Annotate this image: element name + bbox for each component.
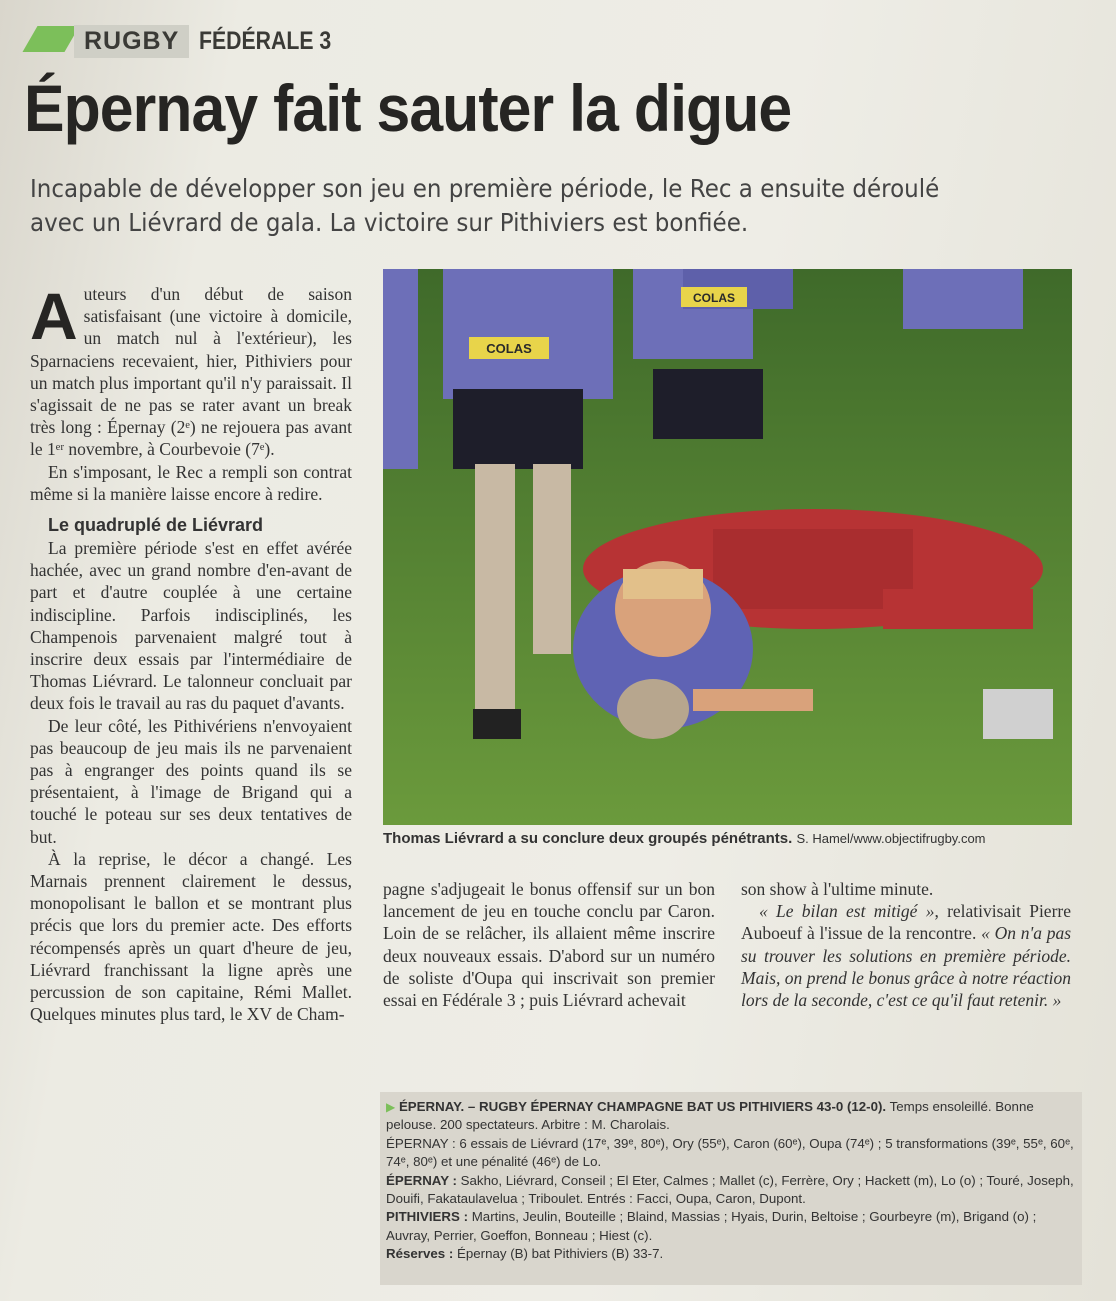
photo-credit: S. Hamel/www.objectifrugby.com <box>796 831 986 846</box>
article-lead: Incapable de développer son jeu en première période, le Rec a ensuite déroulé avec un Liévrard de gala. La victoire sur Pithiviers est bonfiée. <box>30 174 940 237</box>
sub-rubric-label: FÉDÉRALE 3 <box>199 26 332 55</box>
paragraph: pagne s'adjugeait le bonus offensif sur un bon lancement de jeu en touche conclu par Caron. Loin de se relâcher, ils allaient même inscrire deux nouveaux essais. D'abord sur un numéro de soliste d'Oupa qui inscrivait son premier essai en Fédérale 3 ; puis Liévrard achevait <box>383 879 715 1011</box>
paragraph: En s'imposant, le Rec a rempli son contrat même si la manière laisse encore à redire. <box>30 461 352 504</box>
arrow-icon: ▶ <box>386 1100 396 1114</box>
factbox-epernay-lineup: ÉPERNAY : Sakho, Liévrard, Conseil ; El Eter, Calmes ; Mallet (c), Ferrère, Ory ; Hackett (m), Lo (o) ; Touré, Joseph, Douifi, Fakataulavelua ; Triboulet. Entrés : Facci, Oupa, Caron, Dupont. <box>386 1172 1074 1207</box>
factbox-pithiviers-lineup: PITHIVIERS : Martins, Jeulin, Bouteille ; Blaind, Massias ; Hyais, Durin, Beltoise ; Gourbeyre (m), Brigand (o) ; Auvray, Perrier, Goeffon, Bonneau ; Hiest (c). <box>386 1209 1037 1243</box>
factbox-reserves: Réserves : Épernay (B) bat Pithiviers (B) 33-7. <box>386 1246 664 1262</box>
factbox-headline: ▶ ÉPERNAY. – RUGBY ÉPERNAY CHAMPAGNE BAT US PITHIVIERS 43-0 (12-0). Temps ensoleillé. Bonne pelouse. 200 spectateurs. Arbitre : M. Charolais. <box>386 1099 1034 1133</box>
rubric-label: RUGBY <box>74 25 189 58</box>
article-title: Épernay fait sauter la digue <box>24 71 792 145</box>
paragraph: son show à l'ultime minute. <box>741 879 934 899</box>
paragraph: De leur côté, les Pithivériens n'envoyaient pas beaucoup de jeu mais ils ne parvenaient pas à engranger des points quand ils se présentaient, à l'image de Brigand qui a touché le poteau sur ses deux tentatives de but. <box>30 715 352 847</box>
factbox-scorers: ÉPERNAY : 6 essais de Liévrard (17ᵉ, 39ᵉ, 80ᵉ), Ory (55ᵉ), Caron (60ᵉ), Oupa (74ᵉ) ; 5 transformations (39ᵉ, 55ᵉ, 60ᵉ, 74ᵉ, 80ᵉ) et une pénalité (46ᵉ) de Lo. <box>386 1135 1074 1170</box>
article-column-3 <box>741 878 1071 1011</box>
subheading: Le quadruplé de Liévrard <box>48 515 264 536</box>
paragraph: Auteurs d'un début de saison satisfaisant (une victoire à domicile, un match nul à l'extérieur), les Sparnaciens recevaient, hier, Pithiviers pour un match plus important qu'il n'y paraissait. Il s'agissait de ne pas se rater avant un break très long : Épernay (2ᵉ) ne rejouera pas avant le 1ᵉʳ novembre, à Courbevoie (7ᵉ). <box>30 279 352 460</box>
paragraph: La première période s'est en effet avérée hachée, avec un grand nombre d'en-avant de part et d'autre couplée à une certaine indiscipline. Parfois indisciplinés, les Champenois parvenaient malgré tout à inscrire deux essais par l'intermédiaire de Thomas Liévrard. Le talonneur concluait par deux fois le travail au ras du paquet d'avants. <box>30 538 352 714</box>
sponsor-patch: COLAS <box>486 341 532 356</box>
section-kicker <box>74 24 355 58</box>
rugby-scene-illustration <box>383 269 1072 825</box>
sponsor-patch: COLAS <box>693 291 735 305</box>
section-marker-shape <box>22 26 79 52</box>
photo-caption: Thomas Liévrard a su conclure deux groupés pénétrants. S. Hamel/www.objectifrugby.com <box>383 830 986 847</box>
article-photo <box>383 269 1072 825</box>
match-factbox <box>380 1092 1082 1285</box>
paragraph: À la reprise, le décor a changé. Les Marnais prennent clairement le dessus, monopolisant le ballon et se montrant plus précis que lors du premier acte. Des efforts récompensés après un quart d'heure de jeu, Liévrard franchissant la ligne après une percussion de son capitaine, Rémi Mallet. Quelques minutes plus tard, le XV de Cham- <box>30 848 352 1025</box>
drop-cap: A <box>30 279 78 353</box>
article-column-2 <box>383 878 715 1011</box>
quote: « Le bilan est mitigé » <box>759 901 935 922</box>
paragraph: « Le bilan est mitigé », relativisait Pierre Auboeuf à l'issue de la rencontre. « On n'a pas su trouver les solutions en première période. Mais, on prend le bonus grâce à notre réaction lors de la seconde, c'est ce qu'il faut retenir. » <box>741 901 1071 1011</box>
article-column-1 <box>30 279 352 1026</box>
quote: « On n'a pas su trouver les solutions en première période. Mais, on prend le bonus grâce à notre réaction lors de la seconde, c'est ce qu'il faut retenir. » <box>741 923 1071 1011</box>
